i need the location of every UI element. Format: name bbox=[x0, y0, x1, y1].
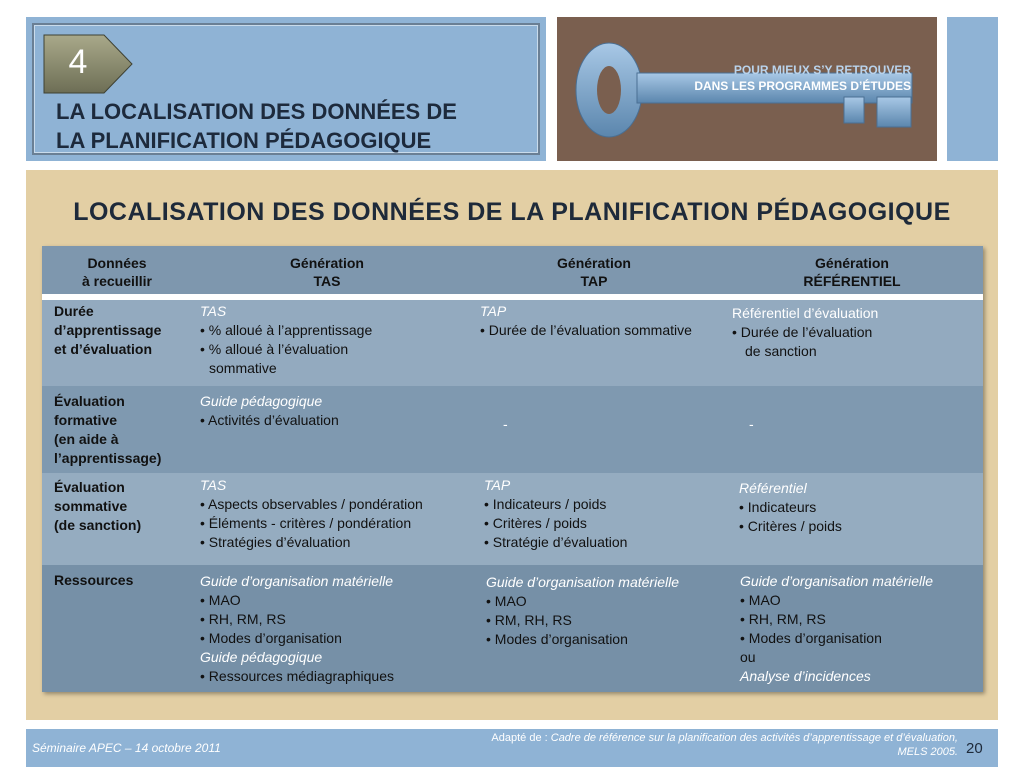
empty-dash: - bbox=[503, 416, 508, 432]
cell-item: • Éléments - critères / pondération bbox=[200, 515, 412, 531]
section-title-line2: LA PLANIFICATION PÉDAGOGIQUE bbox=[56, 128, 432, 153]
slide-title: LOCALISATION DES DONNÉES DE LA PLANIFICATION PÉDAGOGIQUE bbox=[73, 198, 951, 226]
cell-tas bbox=[200, 476, 475, 552]
cell-item: • Aspects observables / pondération bbox=[200, 496, 423, 512]
cell-item: • % alloué à l’apprentissage bbox=[200, 322, 373, 338]
row-label-line: sommative bbox=[54, 498, 128, 514]
section-title-line1: LA LOCALISATION DES DONNÉES DE bbox=[56, 99, 457, 124]
row-label bbox=[54, 571, 194, 590]
cell-item: • Modes d’organisation bbox=[200, 630, 342, 646]
cell-tap bbox=[484, 476, 724, 552]
source-label: TAS bbox=[200, 303, 227, 319]
section-badge bbox=[42, 33, 130, 91]
tagline-line1: POUR MIEUX S’Y RETROUVER bbox=[733, 63, 911, 77]
footer-source-org: MELS 2005. bbox=[897, 746, 958, 758]
footer-source-title: Cadre de référence sur la planification des activités d’apprentissage et d’évaluation, bbox=[550, 732, 958, 744]
table-header-row bbox=[42, 246, 983, 294]
row-label-line: formative bbox=[54, 412, 118, 428]
row-label-line: Durée bbox=[54, 303, 94, 319]
row-label-line: l’apprentissage) bbox=[54, 450, 162, 466]
row-label-line: Évaluation bbox=[54, 479, 125, 495]
cell-item: • Ressources médiagraphiques bbox=[200, 668, 395, 684]
section-title bbox=[56, 97, 546, 155]
cell-item: de sanction bbox=[745, 343, 817, 359]
table-row bbox=[42, 565, 983, 692]
cell-item: • RM, RH, RS bbox=[486, 612, 572, 628]
row-label bbox=[54, 392, 194, 468]
source-label: Référentiel bbox=[739, 480, 807, 496]
header-cell-data bbox=[62, 254, 172, 290]
source-label: TAP bbox=[484, 477, 511, 493]
section-number: 4 bbox=[68, 43, 88, 81]
cell-tas bbox=[200, 392, 470, 430]
source-label: Guide d’organisation matérielle bbox=[200, 573, 393, 589]
cell-tas bbox=[200, 302, 470, 378]
source-label: TAS bbox=[200, 477, 227, 493]
cell-item: • RH, RM, RS bbox=[200, 611, 286, 627]
row-label bbox=[54, 478, 194, 535]
page-number: 20 bbox=[966, 740, 983, 757]
header-cell-ref bbox=[782, 254, 922, 290]
header-tap-line2: TAP bbox=[580, 273, 608, 289]
cell-item: • RH, RM, RS bbox=[740, 611, 826, 627]
cell-item: • MAO bbox=[200, 592, 241, 608]
row-label-line: Évaluation bbox=[54, 393, 125, 409]
header-tas-line1: Génération bbox=[290, 255, 364, 271]
source-label: Guide d’organisation matérielle bbox=[486, 574, 679, 590]
header-data-line2: à recueillir bbox=[81, 273, 153, 289]
cell-item: • Modes d’organisation bbox=[486, 631, 628, 647]
cell-connector: ou bbox=[740, 649, 756, 665]
tagline-line2: DANS LES PROGRAMMES D’ÉTUDES bbox=[694, 79, 911, 93]
row-label-line: et d’évaluation bbox=[54, 341, 153, 357]
header-tas-line2: TAS bbox=[313, 273, 341, 289]
row-label-line: d’apprentissage bbox=[54, 322, 162, 338]
cell-item: • % alloué à l’évaluation bbox=[200, 341, 349, 357]
table-row bbox=[42, 473, 983, 565]
header-ref-line2: RÉFÉRENTIEL bbox=[803, 273, 901, 289]
cell-item: • Durée de l’évaluation bbox=[732, 324, 873, 340]
cell-item: • Durée de l’évaluation sommative bbox=[480, 322, 692, 338]
header-cell-tap bbox=[524, 254, 664, 290]
source-label: Guide pédagogique bbox=[200, 649, 323, 665]
cell-item: • MAO bbox=[740, 592, 781, 608]
cell-item: • Indicateurs bbox=[739, 499, 817, 515]
row-label-line: Ressources bbox=[54, 572, 134, 588]
footer-source-prefix: Adapté de : bbox=[491, 732, 551, 744]
source-label: Guide d’organisation matérielle bbox=[740, 573, 933, 589]
cell-tap bbox=[486, 573, 731, 649]
row-label-line: (en aide à bbox=[54, 431, 119, 447]
footer-seminar: Séminaire APEC – 14 octobre 2011 bbox=[32, 741, 221, 755]
cell-item: • Activités d’évaluation bbox=[200, 412, 339, 428]
header-key-panel bbox=[557, 17, 937, 161]
cell-tap bbox=[480, 302, 730, 340]
source-label: Analyse d’incidences bbox=[740, 668, 871, 684]
cell-ref bbox=[740, 572, 980, 686]
header-cell-tas bbox=[257, 254, 397, 290]
planning-table bbox=[42, 246, 983, 692]
source-label: Référentiel d’évaluation bbox=[732, 305, 879, 321]
cell-ref bbox=[732, 304, 972, 361]
cell-item: • Stratégie d’évaluation bbox=[484, 534, 628, 550]
header-ref-line1: Génération bbox=[815, 255, 889, 271]
source-label: TAP bbox=[480, 303, 507, 319]
cell-item: • Stratégies d’évaluation bbox=[200, 534, 351, 550]
cell-item: • Modes d’organisation bbox=[740, 630, 882, 646]
header-tap-line1: Génération bbox=[557, 255, 631, 271]
footer-source-line1 bbox=[491, 732, 958, 744]
cell-item: sommative bbox=[209, 360, 277, 376]
table-row bbox=[42, 386, 983, 473]
header-data-line1: Données bbox=[87, 255, 147, 271]
row-label-line: (de sanction) bbox=[54, 517, 142, 533]
cell-item: • Indicateurs / poids bbox=[484, 496, 607, 512]
table-row bbox=[42, 300, 983, 386]
cell-ref bbox=[739, 479, 969, 536]
source-label: Guide pédagogique bbox=[200, 393, 323, 409]
empty-dash: - bbox=[749, 416, 754, 432]
header-side-strip bbox=[947, 17, 998, 161]
cell-item: • Critères / poids bbox=[484, 515, 587, 531]
cell-item: • Critères / poids bbox=[739, 518, 842, 534]
row-label bbox=[54, 302, 194, 359]
header-title-panel bbox=[26, 17, 546, 161]
cell-tas bbox=[200, 572, 475, 686]
cell-item: • MAO bbox=[486, 593, 527, 609]
